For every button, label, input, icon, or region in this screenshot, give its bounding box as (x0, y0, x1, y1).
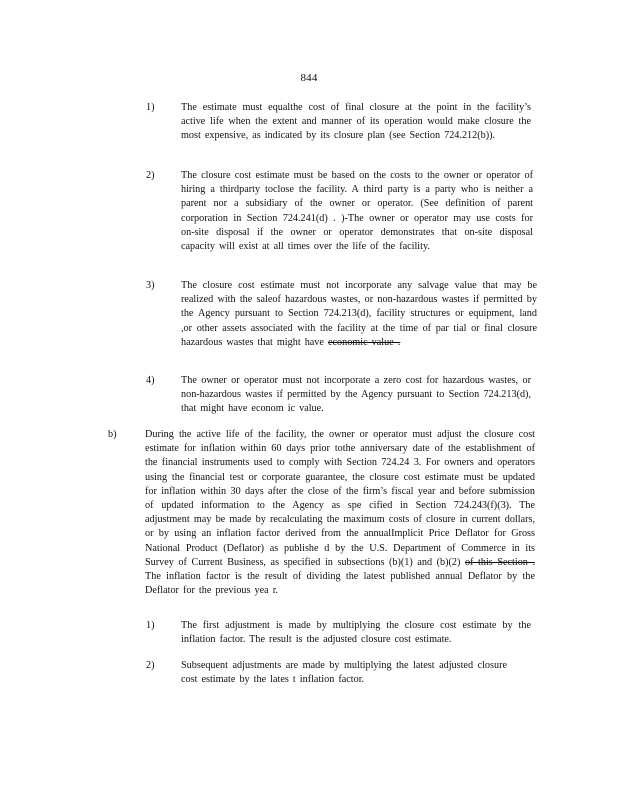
item-3-label: 3) (146, 280, 155, 291)
section-b-struck-text: of this Section . (464, 556, 536, 568)
section-b-label: b) (108, 429, 117, 440)
item-3-text: The closure cost estimate must not incorporate any salvage value that may be realized with the saleof hazardous wastes, or non-hazardous wastes if permitted by the Agency pursuant to Section 724.213(d), facility structures or equipment, land ,or other assets associated with the facility at the time of par tial or final closure hazardous wastes that might have (181, 280, 537, 348)
subitem-2-text: Subsequent adjustments are made by multiplying the latest adjusted closure cost estimate by the lates t inflation factor. (181, 660, 507, 686)
page-number: 844 (300, 72, 318, 84)
subitem-2-label: 2) (146, 660, 155, 671)
item-1-text: The estimate must equalthe cost of final closure at the point in the facility’s active life when the extent and manner of its operation would make closure the most expensive, as indicated by its closure plan (see Section 724.212(b)). (181, 102, 531, 142)
item-3-struck-text: economic value . (327, 336, 401, 348)
section-b-text-1: During the active life of the facility, the owner or operator must adjust the closure cost estimate for inflation within 60 days prior tothe anniversary date of the establishment of the financial instruments used to comply with Section 724.24 3. For owners and operators using the financial test or corporate guarantee, the closure cost estimate must be updated for inflation within 30 days after the close of the firm’s fiscal year and before submission of updated information to the Agency as spe cified in Section 724.243(f)(3). The adjustment may be made by recalculating the maximum costs of closure in current dollars, or by using an inflation factor derived from the annualImplicit Price Deflator for Gross National Product (Deflator) as publishe d by the U.S. Department of Commerce in its Survey of Current Business, as specified in subsections (b)(1) and (b)(2) (145, 429, 535, 568)
subitem-1-text: The first adjustment is made by multiplying the closure cost estimate by the inflation factor. The result is the adjusted closure cost estimate. (181, 620, 531, 646)
item-2-text: The closure cost estimate must be based on the costs to the owner or operator of hiring a thirdparty toclose the facility. A third party is a party who is neither a parent nor a subsidiary of the owner or operator. (See definition of parent corporation in Section 724.241(d) . )-The owner or operator may use costs for on-site disposal if the owner or operator demonstrates that on-site disposal capacity will exist at all times over the life of the facility. (181, 170, 533, 253)
item-2-label: 2) (146, 170, 155, 181)
subitem-1-label: 1) (146, 620, 155, 631)
item-3-body (181, 279, 537, 350)
item-4-label: 4) (146, 375, 155, 386)
item-1-label: 1) (146, 102, 155, 113)
section-b-text-2: The inflation factor is the result of dividing the latest published annual Deflator by the Deflator for the previous yea r. (145, 571, 535, 597)
section-b-body (145, 428, 535, 598)
item-4-text: The owner or operator must not incorporate a zero cost for hazardous wastes, or non-hazardous wastes if permitted by the Agency pursuant to Section 724.213(d), that might have econom ic value. (181, 375, 531, 415)
